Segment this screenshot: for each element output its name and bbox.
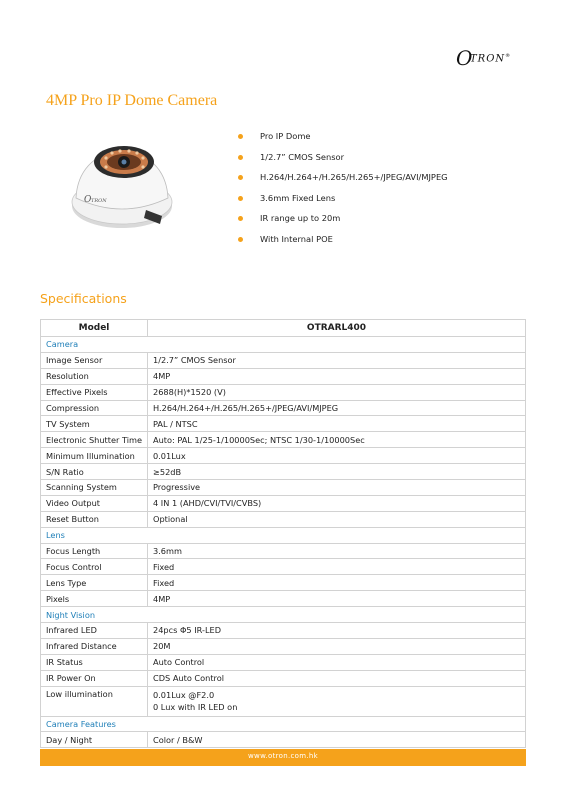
product-title: 4MP Pro IP Dome Camera: [46, 92, 218, 109]
feature-item: Pro IP Dome: [232, 126, 448, 147]
table-row: TV System PAL / NTSC: [41, 416, 526, 432]
logo-initial: O: [456, 46, 473, 70]
table-header-row: [41, 320, 526, 337]
brand-logo: [456, 46, 526, 72]
logo-text: TRON®: [470, 53, 512, 65]
dome-camera-image: [62, 128, 182, 238]
table-row: Scanning System Progressive: [41, 480, 526, 496]
feature-item: H.264/H.264+/H.265/H.265+/JPEG/AVI/MJPEG: [232, 167, 448, 188]
table-row: Pixels 4MP: [41, 591, 526, 607]
bullet-icon: [238, 175, 243, 180]
table-row: Image Sensor 1/2.7” CMOS Sensor: [41, 352, 526, 368]
feature-item: 1/2.7” CMOS Sensor: [232, 147, 448, 168]
feature-item: IR range up to 20m: [232, 208, 448, 229]
table-row: Focus Control Fixed: [41, 559, 526, 575]
model-value: OTRARL400: [148, 320, 526, 337]
footer-url[interactable]: www.otron.com.hk: [248, 752, 318, 760]
section-row-camera-features: Camera Features: [41, 716, 526, 732]
svg-text:O: O: [84, 195, 92, 205]
table-row: Compression H.264/H.264+/H.265/H.265+/JPEG/AVI/MJPEG: [41, 400, 526, 416]
footer-bar: [40, 749, 526, 766]
table-row: Video Output 4 IN 1 (AHD/CVI/TVI/CVBS): [41, 495, 526, 511]
section-row-lens: Lens: [41, 527, 526, 543]
specifications-heading: Specifications: [40, 291, 127, 306]
bullet-icon: [238, 196, 243, 201]
table-row: Lens Type Fixed: [41, 575, 526, 591]
table-row: Reset Button Optional: [41, 511, 526, 527]
table-row: S/N Ratio ≥52dB: [41, 464, 526, 480]
table-row: Infrared LED 24pcs Φ5 IR-LED: [41, 623, 526, 639]
table-row: Resolution 4MP: [41, 368, 526, 384]
bullet-icon: [238, 237, 243, 242]
specifications-table: [40, 319, 526, 748]
section-row-camera: Camera: [41, 337, 526, 353]
svg-text:TRON: TRON: [91, 198, 107, 204]
bullet-icon: [238, 155, 243, 160]
table-row: Day / Night Color / B&W: [41, 732, 526, 748]
feature-list: [232, 126, 448, 250]
table-row: Focus Length 3.6mm: [41, 543, 526, 559]
feature-item: With Internal POE: [232, 229, 448, 250]
model-header: Model: [41, 320, 148, 337]
table-row: Effective Pixels 2688(H)*1520 (V): [41, 384, 526, 400]
table-row: IR Status Auto Control: [41, 654, 526, 670]
section-row-night-vision: Night Vision: [41, 607, 526, 623]
table-row: Electronic Shutter Time Auto: PAL 1/25-1/10000Sec; NTSC 1/30-1/10000Sec: [41, 432, 526, 448]
table-row: Infrared Distance 20M: [41, 638, 526, 654]
table-row: Minimum Illumination 0.01Lux: [41, 448, 526, 464]
multi-value-cell: 0.01Lux @F2.0 0 Lux with IR LED on: [148, 686, 526, 716]
table-row: IR Power On CDS Auto Control: [41, 670, 526, 686]
table-row: Low illumination 0.01Lux @F2.0 0 Lux with IR LED on: [41, 686, 526, 716]
feature-item: 3.6mm Fixed Lens: [232, 188, 448, 209]
bullet-icon: [238, 216, 243, 221]
bullet-icon: [238, 134, 243, 139]
